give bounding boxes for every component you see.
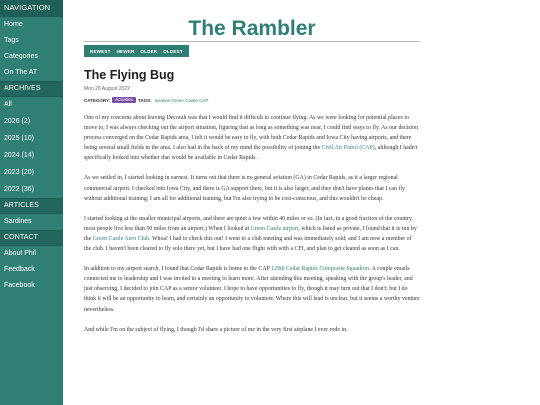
paragraph-1: One of my concerns about leaving Decorah was that I would find it difficult to continue flying. As we were looking for potential places to move to, I was always checking out the airport situation, figuring that as long as something was near, I could find ways to fly. As our decision process converged on the Cedar Rapids area, I felt it would be easy to fly, with both Cedar Rapids and Iowa City having airports, and there being several small fields in the area. I also had in the back of my mind the possibility of joining the Civil Air Patrol (CAP), although I hadn't specifically looked into whether that would be available in Cedar Rapids. <box>84 115 419 162</box>
articles-heading: ARTICLES <box>0 198 63 214</box>
sidebar-item-archive-2022[interactable]: 2022 (36) <box>4 186 34 193</box>
paragraph-5: And while I'm on the subject of flying, I though I'd share a picture of me in the very first airplane I ever rode in. <box>84 326 348 333</box>
sidebar-item-feedback[interactable]: Feedback <box>4 266 35 273</box>
sidebar-item-categories[interactable]: Categories <box>4 53 38 60</box>
older-link[interactable]: OLDER <box>140 48 158 54</box>
category-label: CATEGORY: <box>84 97 111 103</box>
cedar-rapids-squadron-link[interactable]: 129th Cedar Rapids Composite Squadron <box>271 266 369 273</box>
sidebar-item-sardines[interactable]: Sardines <box>4 218 32 225</box>
oldest-link[interactable]: OLDEST <box>163 48 183 54</box>
post-title: The Flying Bug <box>84 68 175 82</box>
green-castle-aero-club-link[interactable]: Green Castle Aero Club <box>92 235 150 242</box>
newest-link[interactable]: NEWEST <box>90 48 111 54</box>
sidebar-item-home[interactable]: Home <box>4 21 23 28</box>
blog-title[interactable]: The Rambler <box>188 17 316 40</box>
main-content <box>84 0 420 405</box>
post-date: Mon 29 August 2022 <box>84 86 130 92</box>
sidebar-item-archive-2025[interactable]: 2025 (10) <box>4 135 34 142</box>
paragraph-3: I started looking at the smaller municipal airports, and there are quiet a few within 40 miles or so. (In fact, in a good fraction of the country, most people live less than 50 miles from an airport.) When I looked at Green Castle airport, which is listed as private, I found that it is run by the Green Castle Aero Club. Whoa! I had to check this out! I went to a club meeting and was immediately sold; and I am now a member of the club. I haven't been cleared to fly solo there yet, but I have had one flight with with a CFI, and plan to get cleared as soon as I can. <box>84 215 417 253</box>
civil-air-patrol-link[interactable]: Civil Air Patrol (CAP) <box>321 145 375 152</box>
sidebar-item-archive-all[interactable]: All <box>4 101 12 108</box>
post-pager <box>84 45 189 57</box>
sidebar-item-archive-2026[interactable]: 2026 (2) <box>4 118 31 125</box>
sidebar <box>0 0 63 405</box>
sidebar-item-archive-2024[interactable]: 2024 (14) <box>4 152 34 159</box>
sidebar-item-about-phil[interactable]: About Phil <box>4 250 36 257</box>
sidebar-item-facebook[interactable]: Facebook <box>4 282 35 289</box>
post-body <box>84 113 420 345</box>
contact-heading: CONTACT <box>0 230 63 246</box>
sidebar-item-on-the-at[interactable]: On The AT <box>4 69 38 76</box>
paragraph-2: As we settled in, I started looking in earnest. It turns out that there is no general aviation (GA) in Cedar Rapids, as it a larger regional commercial airport. I checked into Iowa City, and there is GA support there, but it is also larger, and they don't have planes that I can fly without additional training; I am all for additional training, but I'm also trying to be cost-conscious, and this wouldn't be cheap. <box>84 175 405 202</box>
post-meta <box>84 97 208 103</box>
paragraph-4: In addition to my airport search, I found that Cedar Rapids is home to the CAP 129th Cedar Rapids Composite Squadron. A couple emails connected me to leadership and I was invited to a meeting to learn more. After attending this meeting, speaking with the group's leader, and just observing, I decided to join CAP as a senior volunteer. I hope to have opportunities to fly, though it may turn out that I don't; but I do think it will be an opportunity to learn, and certainly an opportunity to volunteer. Where this will lead is unclear, but it seems a worthy venture nevertheless. <box>84 266 420 313</box>
category-badge[interactable]: Activities <box>112 97 136 103</box>
tags-label: TAGS: <box>137 97 152 103</box>
sidebar-item-tags[interactable]: Tags <box>4 37 19 44</box>
green-castle-airport-link[interactable]: Green Castle airport <box>250 225 299 232</box>
tags-links[interactable]: aviation Green Castle CAP <box>154 97 209 103</box>
archives-heading: ARCHIVES <box>0 81 63 97</box>
newer-link[interactable]: NEWER <box>116 48 135 54</box>
title-divider <box>84 41 420 42</box>
sidebar-item-archive-2023[interactable]: 2023 (20) <box>4 169 34 176</box>
navigation-heading: NAVIGATION <box>0 0 63 17</box>
